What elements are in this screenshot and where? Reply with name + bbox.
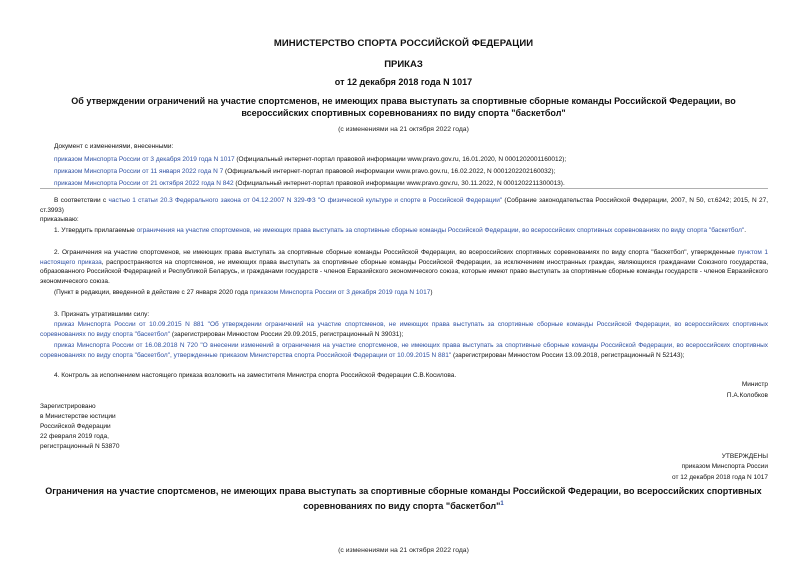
- registration-line: регистрационный N 53870: [40, 443, 120, 450]
- change-source: (Официальный интернет-портал правовой информации www.pravo.gov.ru, 16.01.2020, N 0001202001160012);: [234, 156, 567, 163]
- appendix-edition-note: (с изменениями на 21 октября 2022 года): [338, 547, 469, 554]
- preamble-text: В соответствии с: [54, 197, 109, 204]
- paragraph-text: 1. Утвердить прилагаемые: [54, 227, 137, 234]
- changes-heading: Документ с изменениями, внесенными:: [54, 143, 174, 150]
- repealed-item-1: [40, 320, 768, 339]
- doc-type-heading: ПРИКАЗ: [384, 59, 423, 70]
- repealed-order-link[interactable]: приказ Минспорта России от 16.08.2018 N 720 "О внесении изменений в ограничения на участие спортсменов, не имеющих права выступать за спортивные сборные команды Российской Федерации, во всероссийских спортивных соревнованиях по виду спорта "баскетбол", утвержденные приказом Министерства спорта Российской Федерации от 10.09.2015 N 881": [40, 342, 768, 359]
- preamble-source: (Собрание законодательства Российской Федерации, 2007, N 50, ст.6242; 2015, N 27, ст.3993): [40, 197, 769, 214]
- signature-name: П.А.Колобков: [726, 392, 768, 399]
- order-title: Об утверждении ограничений на участие спортсменов, не имеющих права выступать за спортивные сборные команды Российской Федерации, во всероссийских спортивных соревнованиях по виду спорта "баскетбол": [71, 96, 736, 118]
- paragraph-1: [40, 226, 768, 236]
- paragraph-text: .: [744, 227, 747, 234]
- change-link[interactable]: приказом Минспорта России от 11 января 2022 года N 7: [54, 168, 224, 175]
- change-source: (Официальный интернет-портал правовой информации www.pravo.gov.ru, 16.02.2022, N 0001202202160032);: [223, 168, 556, 175]
- footnote-link[interactable]: 1: [500, 500, 504, 507]
- appendix-title: [40, 485, 767, 512]
- change-link[interactable]: приказом Минспорта России от 3 декабря 2019 года N 1017: [54, 156, 235, 163]
- change-source: (Официальный интернет-портал правовой информации www.pravo.gov.ru, 30.11.2022, N 0001202211300013).: [233, 180, 565, 187]
- paragraph-text: , распространяются на спортсменов, не имеющих права выступать за спортивные сборные команды Российской Федерации, за исключением иностранных граждан, являющихся гражданами Союзного государства, образованного Российской Федерацией и Республикой Беларусь, и гражданами государств - членов Евразийского экономического союза, которые имеют право выступать за спортивные сборные команды государств - членов Евразийского экономического союза.: [40, 258, 769, 285]
- approval-line: УТВЕРЖДЕНЫ: [721, 453, 768, 460]
- change-item: [54, 168, 555, 175]
- registration-line: Зарегистрировано: [40, 403, 96, 410]
- change-link[interactable]: приказом Минспорта России от 21 октября 2022 года N 842: [54, 180, 234, 187]
- order-word: приказываю:: [40, 216, 79, 223]
- repealed-item-2: [40, 341, 768, 360]
- law-link[interactable]: частью 1 статьи 20.3 Федерального закона от 04.12.2007 N 329-ФЗ "О физической культуре и спорте в Российской Федерации": [108, 197, 503, 204]
- preamble: [40, 196, 768, 215]
- registration-text: (зарегистрирован Минюстом России 13.09.2018, регистрационный N 52143);: [451, 351, 685, 359]
- paragraph-2-note: [40, 288, 768, 298]
- restrictions-link[interactable]: ограничения на участие спортсменов, не имеющих права выступать за спортивные сборные команды Российской Федерации, во всероссийских спортивных соревнованиях по виду спорта "баскетбол": [136, 227, 745, 234]
- point-1-link[interactable]: пунктом 1 настоящего приказа: [40, 249, 768, 266]
- paragraph-3: 3. Признать утратившими силу:: [54, 311, 150, 318]
- ministry-heading: МИНИСТЕРСТВО СПОРТА РОССИЙСКОЙ ФЕДЕРАЦИИ: [273, 38, 534, 49]
- changes-box: [40, 138, 768, 189]
- registration-line: 22 февраля 2019 года,: [40, 433, 109, 440]
- approval-line: приказом Минспорта России: [681, 463, 768, 471]
- registration-text: (зарегистрирован Минюстом России 29.09.2015, регистрационный N 39031);: [170, 330, 404, 338]
- note-text: (Пункт в редакции, введенной в действие с 27 января 2020 года: [54, 289, 250, 296]
- change-item: [54, 156, 566, 163]
- paragraph-text: 2. Ограничения на участие спортсменов, не имеющих права выступать за спортивные сборные команды Российской Федерации, во всероссийских спортивных соревнованиях по виду спорта "баскетбол", утвержденные: [54, 249, 738, 256]
- edition-note: (с изменениями на 21 октября 2022 года): [338, 126, 469, 133]
- paragraph-4: 4. Контроль за исполнением настоящего приказа возложить на заместителя Министра спорта Российской Федерации С.В.Косилова.: [54, 372, 457, 379]
- approval-block: [672, 452, 768, 483]
- paragraph-2: [40, 248, 768, 286]
- approval-line: от 12 декабря 2018 года N 1017: [671, 473, 768, 481]
- note-text: ): [430, 289, 433, 296]
- registration-line: в Министерстве юстиции: [40, 413, 116, 420]
- appendix-title-text: Ограничения на участие спортсменов, не имеющих права выступать за спортивные сборные команды Российской Федерации, во всероссийских спортивных соревнованиях по виду спорта "баскетбол": [45, 486, 762, 511]
- registration-line: Российской Федерации: [40, 423, 111, 430]
- amendment-link[interactable]: приказом Минспорта России от 3 декабря 2019 года N 1017: [249, 289, 431, 296]
- repealed-order-link[interactable]: приказ Минспорта России от 10.09.2015 N 881 "Об утверждении ограничений на участие спортсменов, не имеющих права выступать за спортивные сборные команды Российской Федерации, во всероссийских спортивных соревнованиях по виду спорта "баскетбол": [40, 321, 768, 338]
- registration-block: [40, 402, 120, 452]
- change-item: [54, 180, 565, 187]
- order-date-number: от 12 декабря 2018 года N 1017: [334, 77, 473, 87]
- signature-position: Министр: [741, 381, 768, 388]
